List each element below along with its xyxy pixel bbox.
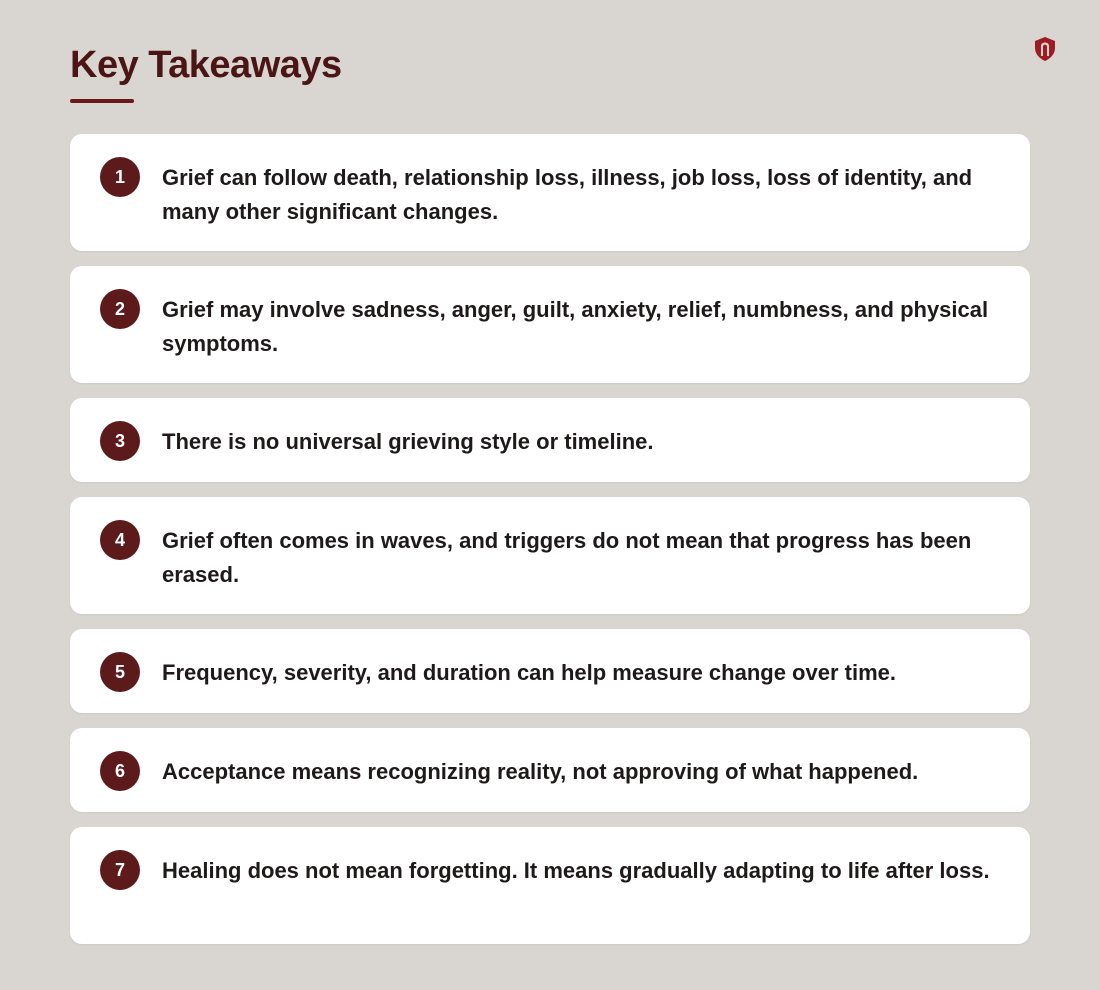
- takeaway-card-2: [70, 266, 1030, 383]
- takeaway-text: Grief may involve sadness, anger, guilt, anxiety, relief, numbness, and physical symptoms.: [162, 297, 989, 356]
- page-title: Key Takeaways: [70, 44, 342, 86]
- takeaway-card-7: [70, 827, 1030, 944]
- number-badge: 7: [100, 850, 140, 890]
- number-badge: 2: [100, 289, 140, 329]
- number-badge: 3: [100, 421, 140, 461]
- number-badge: 1: [100, 157, 140, 197]
- title-underline: [70, 99, 134, 103]
- takeaway-text: There is no universal grieving style or timeline.: [162, 429, 654, 454]
- takeaways-list: [70, 134, 1030, 959]
- takeaway-card-3: [70, 398, 1030, 482]
- shield-icon: [1033, 36, 1057, 62]
- takeaway-card-1: [70, 134, 1030, 251]
- number-badge: 5: [100, 652, 140, 692]
- takeaway-text: Grief often comes in waves, and triggers do not mean that progress has been erased.: [162, 528, 972, 587]
- takeaway-text: Acceptance means recognizing reality, not approving of what happened.: [162, 759, 919, 784]
- takeaway-card-6: [70, 728, 1030, 812]
- takeaway-card-4: [70, 497, 1030, 614]
- takeaway-text: Frequency, severity, and duration can help measure change over time.: [162, 660, 896, 685]
- number-badge: 4: [100, 520, 140, 560]
- takeaway-card-5: [70, 629, 1030, 713]
- takeaway-text: Grief can follow death, relationship loss, illness, job loss, loss of identity, and many other significant changes.: [162, 165, 973, 224]
- takeaway-text: Healing does not mean forgetting. It means gradually adapting to life after loss.: [162, 858, 990, 883]
- number-badge: 6: [100, 751, 140, 791]
